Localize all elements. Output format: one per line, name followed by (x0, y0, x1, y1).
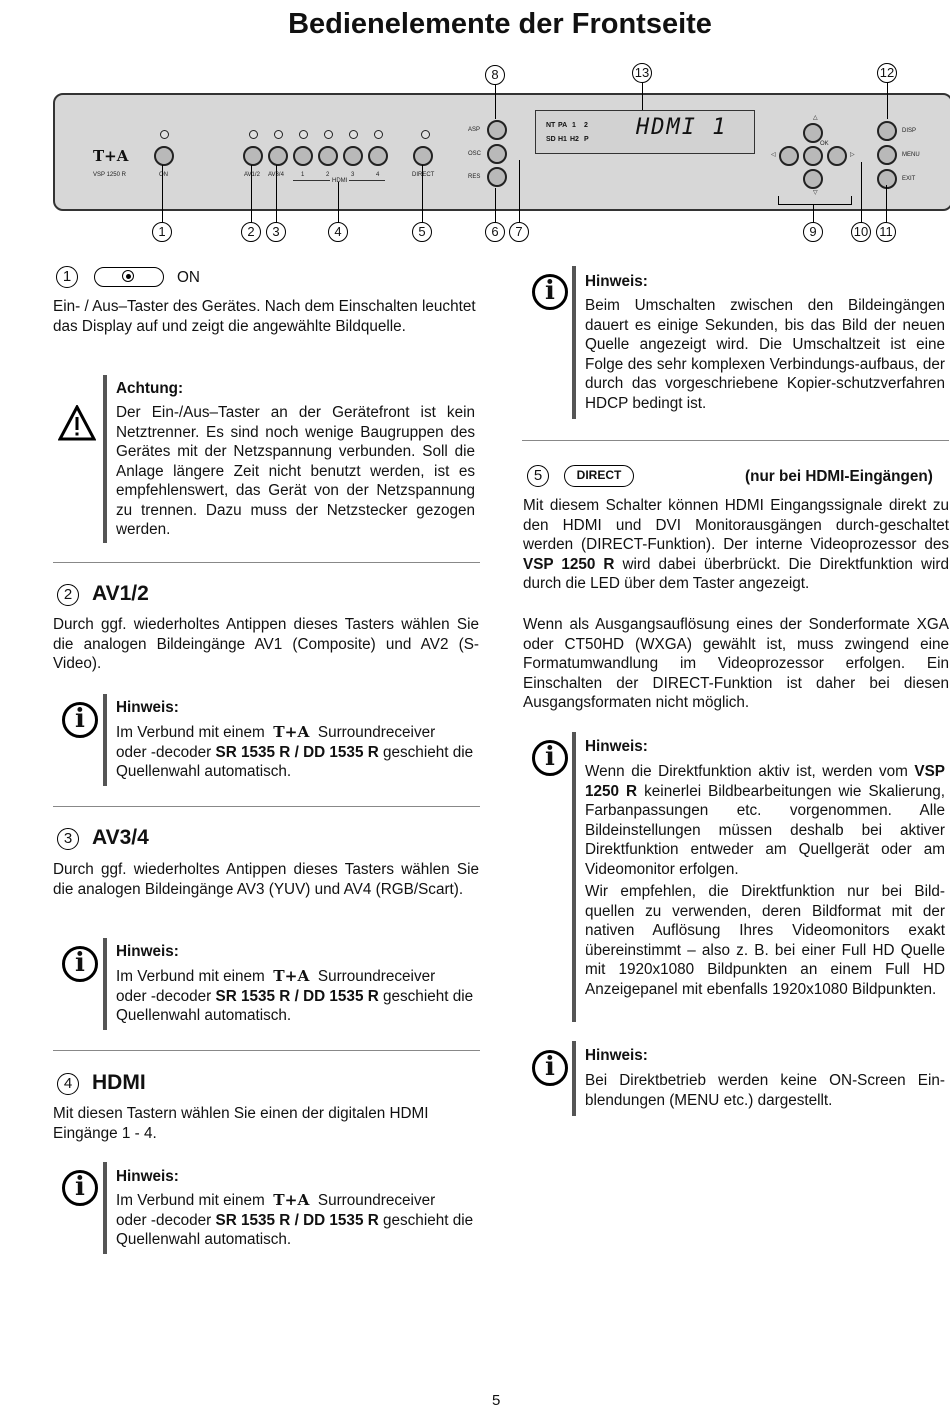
hint-title: Hinweis: (116, 943, 179, 960)
info-icon: i (62, 1170, 98, 1206)
callout-3-leader (276, 165, 277, 223)
disp-label: DISP (902, 128, 917, 134)
hdmi1-button[interactable] (293, 146, 313, 166)
hint-text-part: Im Verbund mit einem (116, 724, 265, 741)
exit-button[interactable] (877, 169, 897, 189)
section-3-title: AV3/4 (92, 826, 149, 849)
power-led (160, 130, 169, 139)
hdmi1-led (299, 130, 308, 139)
section-2-title: AV1/2 (92, 582, 149, 605)
hint-text-part: Surroundreceiver (317, 968, 436, 985)
direct-led (421, 130, 430, 139)
hdmi4-button[interactable] (368, 146, 388, 166)
asp-label: ASP (468, 127, 481, 133)
av12-button[interactable] (243, 146, 263, 166)
hint-text: Wir empfehlen, die Direktfunktion nur bei Bild-quellen zu verwenden, deren Bildformat mit der nativen Auflösung Ihres Videomonitors exakt übereinstimmt – also z. B. bei einer Full HD Quelle mit 1920x1080 Bildpunkten an einem Full HD Anzeigepanel mit ebenfalls 1920x1080 Bildpunkten. (585, 883, 945, 998)
ok-label: OK (820, 141, 829, 147)
button-dot-icon (126, 274, 131, 279)
front-panel-illustration (53, 93, 950, 211)
display-code-sd: SD (546, 136, 556, 143)
display-code-p: P (584, 136, 589, 143)
arrow-left-icon: ◁ (771, 152, 776, 158)
info-icon: i (532, 274, 568, 310)
callout-12-leader (887, 83, 888, 119)
hdmi3-led (349, 130, 358, 139)
arrow-up-icon: △ (813, 115, 818, 121)
hint-bar (103, 694, 107, 786)
callout-11-leader (886, 185, 887, 223)
on-label: ON (159, 172, 168, 178)
av12-led (249, 130, 258, 139)
direct-button-symbol: DIRECT (564, 465, 634, 487)
callout-11: 11 (876, 222, 896, 242)
nav-left-button[interactable] (779, 146, 799, 166)
divider (53, 806, 480, 807)
callout-7: 7 (509, 222, 529, 242)
callout-8: 8 (485, 65, 505, 85)
callout-9-bracket (778, 196, 852, 205)
model-label: VSP 1250 R (93, 172, 126, 178)
section-5-paragraph-2: Wenn als Ausgangsauflösung eines der Sonderformate XGA oder CT50HD (WXGA) gewählt ist, muss zwingend eine Formatumwandlung im Videoprozessor erfolgen. Ein Einschalten der DIRECT-Funktion ist daher bei diesen Ausgangsformaten nicht möglich. (523, 616, 949, 711)
direct-button[interactable] (413, 146, 433, 166)
section-4-title: HDMI (92, 1071, 146, 1094)
hint-text-part: geschieht die Quellenwahl automatisch. (116, 987, 474, 1024)
hint-text (116, 1191, 481, 1250)
paragraph-text: Mit diesem Schalter können HDMI Eingangssignale direkt zu den HDMI und DVI Monitorausgängen durch-geschaltet werden (DIRECT-Funktion). Der interne Videoprozessor des (523, 497, 949, 553)
exit-label: EXIT (902, 176, 916, 182)
hdmi2-button[interactable] (318, 146, 338, 166)
hint-bar (103, 1162, 107, 1254)
hint-title: Hinweis: (585, 738, 648, 755)
callout-6-leader (495, 188, 496, 223)
section-5-paragraph-1 (523, 496, 949, 594)
warning-icon (58, 405, 96, 441)
divider (53, 1050, 480, 1051)
hint-text-part: oder -decoder (116, 1211, 212, 1229)
hdmi2-led (324, 130, 333, 139)
hint-text-part: Surroundreceiver (317, 724, 436, 741)
direct-label: DIRECT (412, 172, 435, 178)
section-3-number: 3 (57, 828, 79, 850)
disp-button[interactable] (877, 121, 897, 141)
av34-label: AV3/4 (268, 172, 284, 178)
display-code-1: 1 (572, 122, 576, 129)
menu-button[interactable] (877, 145, 897, 165)
section-2-text: Durch ggf. wiederholtes Antippen dieses Tasters wählen Sie die analogen Bildeingänge AV1 (Composite) und AV2 (S-Video). (53, 616, 479, 672)
hint-text-part: geschieht die Quellenwahl automatisch. (116, 743, 474, 780)
section-2-number: 2 (57, 584, 79, 606)
info-icon: i (62, 946, 98, 982)
hint-text (116, 723, 481, 782)
hint-bar (572, 732, 576, 1022)
section-3-text: Durch ggf. wiederholtes Antippen dieses Tasters wählen Sie die analogen Bildeingänge AV3 (YUV) und AV4 (RGB/Scart). (53, 861, 479, 898)
callout-8-leader (495, 85, 496, 119)
hint-text-part: geschieht die Quellenwahl automatisch. (116, 1211, 474, 1248)
callout-2-leader (251, 165, 252, 223)
brand-logo: T+A (93, 147, 129, 165)
warning-title: Achtung: (116, 380, 184, 397)
ok-button[interactable] (803, 146, 823, 166)
model-name: VSP 1250 R (523, 555, 615, 573)
warning-bar (103, 375, 107, 543)
section-1-text: Ein- / Aus–Taster des Gerätes. Nach dem Einschalten leuchtet das Display auf und zeigt die angewählte Bildquelle. (53, 298, 476, 335)
hint-bar (572, 1041, 576, 1116)
display-code-nt: NT (546, 122, 556, 129)
brand-logo-inline: T+A (273, 967, 310, 985)
hdmi2-label: 2 (326, 172, 330, 178)
section-4-text: Mit diesen Tastern wählen Sie einen der digitalen HDMI Eingänge 1 - 4. (53, 1105, 429, 1142)
hdmi4-label: 4 (376, 172, 380, 178)
hdmi4-led (374, 130, 383, 139)
section-4-number: 4 (57, 1073, 79, 1095)
brand-logo-inline: T+A (273, 1191, 310, 1209)
callout-12: 12 (877, 63, 897, 83)
arrow-down-icon: ▽ (813, 190, 818, 196)
nav-down-button[interactable] (803, 169, 823, 189)
hint-title: Hinweis: (585, 273, 648, 290)
hint-text (116, 967, 481, 1026)
divider (522, 440, 949, 441)
callout-13: 13 (632, 63, 652, 83)
hint-title: Hinweis: (116, 1168, 179, 1185)
av34-led (274, 130, 283, 139)
model-name: VSP 1250 R (585, 763, 946, 800)
callout-10-leader (861, 162, 862, 223)
hint-bar (572, 266, 576, 419)
hdmi3-label: 3 (351, 172, 355, 178)
hdmi1-label: 1 (301, 172, 305, 178)
callout-5: 5 (412, 222, 432, 242)
section-5-number: 5 (527, 465, 549, 487)
hint-text: Bei Direktbetrieb werden keine ON-Screen Ein-blendungen (MENU etc.) dargestellt. (585, 1072, 945, 1109)
nav-up-button[interactable] (803, 123, 823, 143)
display-code-h1: H1 (558, 136, 567, 143)
display-code-h2: H2 (570, 136, 579, 143)
on-button-symbol (94, 267, 164, 287)
callout-6: 6 (485, 222, 505, 242)
display-readout: HDMI 1 (636, 115, 728, 140)
osc-label: OSC (468, 151, 482, 157)
callout-13-leader (642, 83, 643, 110)
hint-title: Hinweis: (116, 699, 179, 716)
hint-title: Hinweis: (585, 1047, 648, 1064)
callout-1-leader (162, 165, 163, 223)
on-button[interactable] (154, 146, 174, 166)
divider (53, 562, 480, 563)
page-title: Bedienelemente der Frontseite (288, 8, 712, 40)
res-label: RES (468, 174, 481, 180)
section-5-note: (nur bei HDMI-Eingängen) (745, 468, 933, 485)
callout-3: 3 (266, 222, 286, 242)
info-icon: i (62, 702, 98, 738)
callout-4-leader (338, 182, 339, 223)
av34-button[interactable] (268, 146, 288, 166)
hint-text-part: Wenn die Direktfunktion aktiv ist, werden vom (585, 763, 908, 780)
paragraph-text: wird dabei überbrückt. Die Direktfunktion wird durch die LED über dem Taster angezeigt. (523, 555, 949, 592)
callout-7-leader (519, 160, 520, 223)
section-1-number: 1 (56, 266, 78, 288)
brand-logo-inline: T+A (273, 723, 310, 741)
section-1-label: ON (177, 269, 200, 286)
callout-2: 2 (241, 222, 261, 242)
hdmi3-button[interactable] (343, 146, 363, 166)
callout-4: 4 (328, 222, 348, 242)
callout-5-leader (422, 165, 423, 223)
hint-text (585, 762, 945, 879)
callout-9: 9 (803, 222, 823, 242)
arrow-right-icon: ▷ (850, 152, 855, 158)
callout-1: 1 (152, 222, 172, 242)
hdmi-group-label: HDMI (332, 178, 348, 184)
asp-button[interactable] (487, 120, 507, 140)
hint-text: Beim Umschalten zwischen den Bildeingängen dauert es einige Sekunden, bis das Bild der neuen Quelle angezeigt wird. Die Umschaltzeit ist eine Folge des sehr komplexen Verbindungs-aufbaus, der durch das vorgeschriebene Kopier-schutzverfahren HDCP bedingt ist. (585, 297, 945, 412)
callout-10: 10 (851, 222, 871, 242)
hint-text-part: Im Verbund mit einem (116, 968, 265, 985)
hint-text-part: Im Verbund mit einem (116, 1192, 265, 1209)
callout-9-leader (813, 204, 814, 223)
res-button[interactable] (487, 167, 507, 187)
warning-text: Der Ein-/Aus–Taster an der Gerätefront ist kein Netztrenner. Es sind noch wenige Baugruppen des Gerätes mit der Netzspannung verbunden. Soll die Anlage längere Zeit nicht benutzt werden, ist es empfehlenswert, das Gerät von der Netzspannung zu trennen. Dazu muss der Netzstecker gezogen werden. (116, 404, 475, 538)
hint-text-part: oder -decoder (116, 743, 212, 761)
nav-right-button[interactable] (827, 146, 847, 166)
av12-label: AV1/2 (244, 172, 260, 178)
hint-text-part: Surroundreceiver (317, 1192, 436, 1209)
hint-text-part: keinerlei Bildbearbeitungen wie Skalierung, Farbanpassungen etc. vorgenommen. Alle Bildeinstellungen müssen deshalb bei aktiver Direktfunktion entweder am Quellgerät oder am Videomonitor erfolgen. (585, 782, 945, 878)
display-code-pa: PA (558, 122, 568, 129)
front-display (535, 110, 755, 154)
hint-models: SR 1535 R / DD 1535 R (215, 1211, 379, 1229)
info-icon: i (532, 1050, 568, 1086)
hint-models: SR 1535 R / DD 1535 R (215, 743, 379, 761)
page-number: 5 (492, 1392, 501, 1409)
menu-label: MENU (902, 152, 920, 158)
osc-button[interactable] (487, 144, 507, 164)
hint-bar (103, 938, 107, 1030)
info-icon: i (532, 740, 568, 776)
display-code-2: 2 (584, 122, 588, 129)
hint-text-part: oder -decoder (116, 987, 212, 1005)
hint-models: SR 1535 R / DD 1535 R (215, 987, 379, 1005)
